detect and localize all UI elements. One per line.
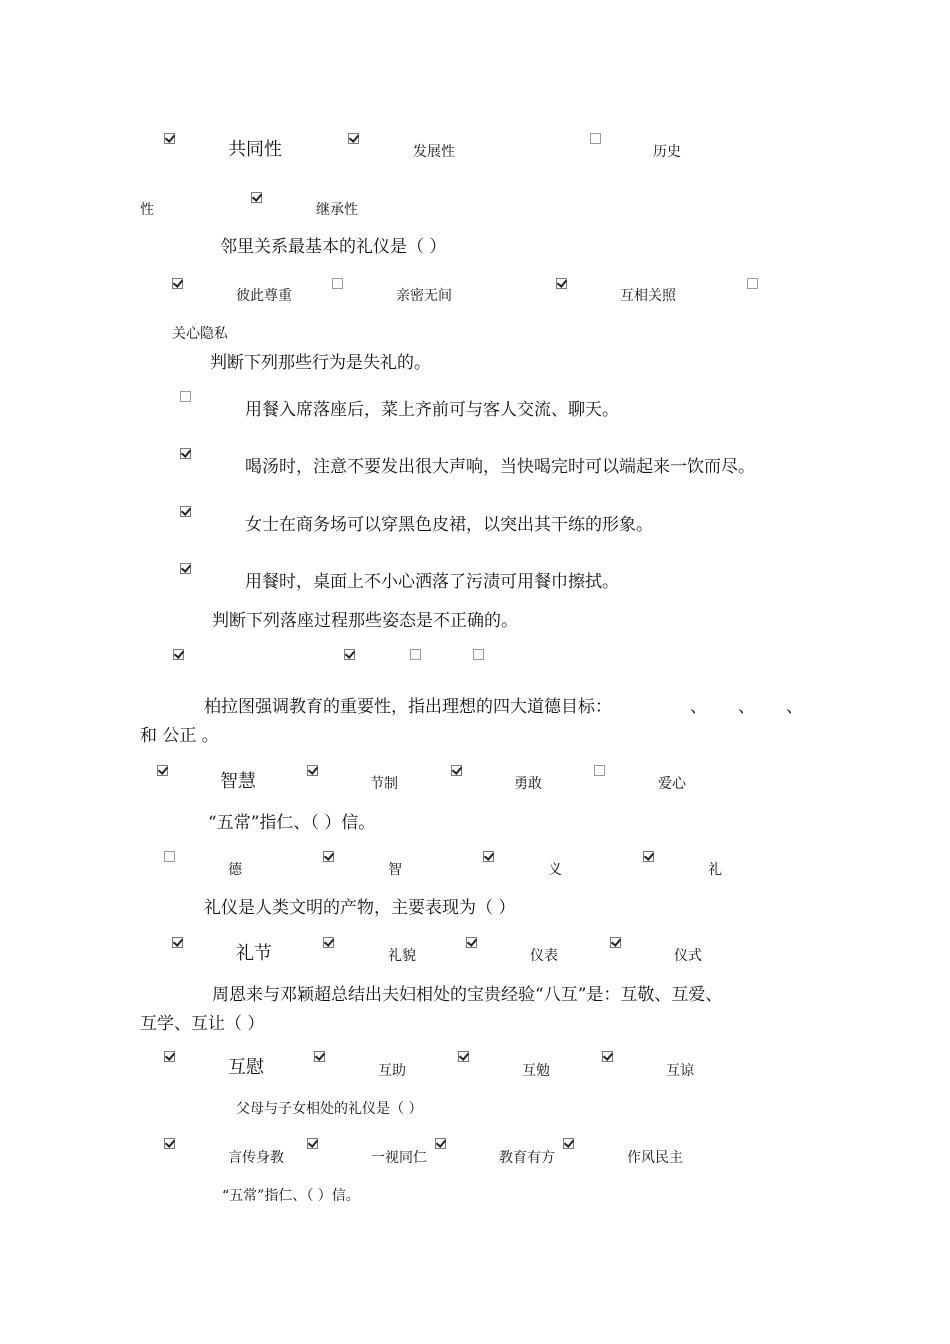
checkbox-option[interactable] (556, 278, 567, 289)
option-label: 作风民主 (627, 1150, 683, 1166)
option-label: 关心隐私 (172, 326, 228, 342)
option-label: 互勉 (522, 1063, 550, 1079)
checkbox-option[interactable] (747, 278, 758, 289)
option-label: 礼节 (236, 943, 272, 964)
question-text-cont: 互学、互让（ ） (140, 1014, 265, 1034)
checkbox-option[interactable] (164, 1051, 175, 1062)
option-label: 仪式 (674, 948, 702, 964)
blank-separator: 、 (690, 697, 707, 717)
question-text-cont: 和 公正 。 (140, 726, 219, 746)
question-text: 柏拉图强调教育的重要性，指出理想的四大道德目标： (204, 697, 612, 717)
checkbox-option[interactable] (172, 937, 183, 948)
option-label: 智 (388, 862, 402, 878)
checkbox-option[interactable] (332, 278, 343, 289)
checkbox-option[interactable] (180, 391, 191, 402)
question-text: “五常”指仁、（ ）信。 (208, 813, 376, 833)
checkbox-option[interactable] (323, 937, 334, 948)
option-label: 互相关照 (620, 288, 676, 304)
option-label: 教育有方 (499, 1150, 555, 1166)
checkbox-option[interactable] (180, 448, 191, 459)
option-label: 互慰 (228, 1057, 264, 1078)
option-label: 喝汤时，注意不要发出很大声响，当快喝完时可以端起来一饮而尽。 (245, 457, 755, 477)
checkbox-option[interactable] (344, 649, 355, 660)
option-label: 发展性 (413, 144, 455, 160)
option-label: 言传身教 (228, 1150, 284, 1166)
question-text: 邻里关系最基本的礼仪是（ ） (220, 237, 447, 257)
checkbox-development[interactable] (348, 133, 359, 144)
checkbox-option[interactable] (435, 1138, 446, 1149)
checkbox-option[interactable] (307, 765, 318, 776)
checkbox-option[interactable] (610, 937, 621, 948)
option-label: 互助 (378, 1063, 406, 1079)
option-label: 礼 (708, 862, 722, 878)
option-label: 德 (228, 862, 242, 878)
option-label: 勇敢 (514, 776, 542, 792)
option-label: 历史 (653, 144, 681, 160)
checkbox-option[interactable] (563, 1138, 574, 1149)
blank-separator: 、 (738, 697, 755, 717)
option-label: 彼此尊重 (236, 288, 292, 304)
question-text: 周恩来与邓颖超总结出夫妇相处的宝贵经验“八互”是：互敬、互爱、 (212, 985, 723, 1005)
checkbox-option[interactable] (466, 937, 477, 948)
option-label: 用餐入席落座后，菜上齐前可与客人交流、聊天。 (245, 400, 619, 420)
option-label: 一视同仁 (371, 1150, 427, 1166)
option-label: 继承性 (316, 202, 358, 218)
checkbox-option[interactable] (172, 278, 183, 289)
checkbox-option[interactable] (602, 1051, 613, 1062)
question-text: 判断下列那些行为是失礼的。 (210, 353, 431, 373)
checkbox-option[interactable] (594, 765, 605, 776)
checkbox-history[interactable] (590, 133, 601, 144)
option-label: 互谅 (666, 1063, 694, 1079)
checkbox-option[interactable] (164, 851, 175, 862)
option-label: 仪表 (530, 948, 558, 964)
option-label: 共同性 (228, 139, 282, 160)
option-label-wrap: 性 (140, 202, 154, 218)
checkbox-option[interactable] (307, 1138, 318, 1149)
question-text: “五常”指仁、（ ）信。 (222, 1188, 360, 1204)
checkbox-option[interactable] (483, 851, 494, 862)
question-text: 判断下列落座过程那些姿态是不正确的。 (212, 611, 518, 631)
question-text: 礼仪是人类文明的产物，主要表现为（ ） (204, 898, 516, 918)
checkbox-option[interactable] (323, 851, 334, 862)
blank-separator: 、 (786, 697, 803, 717)
option-label: 爱心 (658, 776, 686, 792)
checkbox-option[interactable] (458, 1051, 469, 1062)
checkbox-option[interactable] (180, 506, 191, 517)
checkbox-option[interactable] (164, 1138, 175, 1149)
option-label: 义 (548, 862, 562, 878)
option-label: 亲密无间 (396, 288, 452, 304)
option-label: 女士在商务场可以穿黑色皮裙，以突出其干练的形象。 (245, 515, 653, 535)
option-label: 节制 (370, 776, 398, 792)
checkbox-common[interactable] (164, 133, 175, 144)
checkbox-option[interactable] (314, 1051, 325, 1062)
option-label: 礼貌 (388, 948, 416, 964)
checkbox-option[interactable] (180, 563, 191, 574)
checkbox-option[interactable] (410, 649, 421, 660)
option-label: 用餐时，桌面上不小心洒落了污渍可用餐巾擦拭。 (245, 572, 619, 592)
option-label: 智慧 (220, 771, 256, 792)
checkbox-option[interactable] (473, 649, 484, 660)
checkbox-option[interactable] (451, 765, 462, 776)
checkbox-option[interactable] (173, 649, 184, 660)
question-text: 父母与子女相处的礼仪是（ ） (236, 1101, 423, 1117)
checkbox-option[interactable] (157, 765, 168, 776)
checkbox-option[interactable] (643, 851, 654, 862)
checkbox-inheritance[interactable] (251, 192, 262, 203)
